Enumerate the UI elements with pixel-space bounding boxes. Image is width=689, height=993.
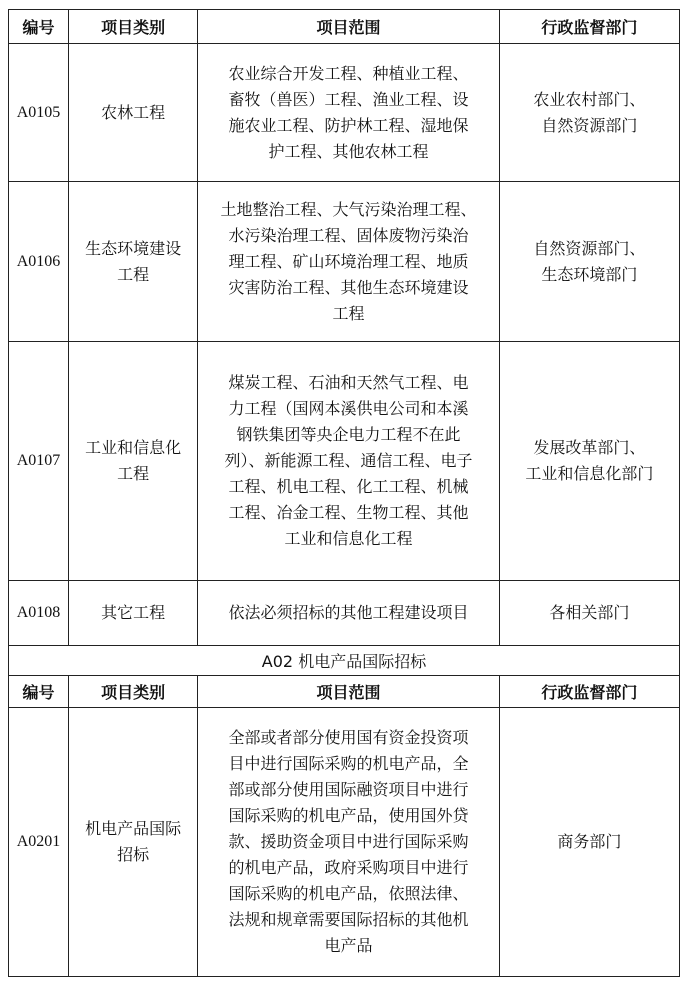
header-scope: 项目范围 [198, 10, 499, 44]
scope-line: 钢铁集团等央企电力工程不在此 [236, 425, 461, 444]
row-code: A0108 [9, 581, 69, 646]
header-category: 项目类别 [69, 10, 198, 44]
scope-line: 目中进行国际采购的机电产品，全 [228, 754, 469, 773]
scope-line: 灾害防治工程、其他生态环境建设 [228, 277, 469, 297]
document-page [8, 9, 680, 977]
table-row [9, 581, 680, 646]
header-department: 行政监督部门 [499, 676, 679, 708]
row-category [69, 708, 198, 977]
category-line: 农林工程 [101, 102, 166, 122]
scope-line: 施农业工程、防护林工程、湿地保 [228, 115, 469, 135]
header-scope: 项目范围 [198, 676, 499, 708]
department-line: 商务部门 [557, 832, 622, 851]
department-line: 工业和信息化部门 [525, 464, 654, 483]
section-row [9, 646, 680, 676]
table-row [9, 342, 680, 581]
row-scope [198, 581, 499, 646]
table-row [9, 182, 680, 342]
scope-line: 力工程（国网本溪供电公司和本溪 [228, 399, 469, 418]
scope-line: 国际采购的机电产品，使用国外贷 [228, 806, 469, 825]
scope-line: 煤炭工程、石油和天然气工程、电 [228, 373, 469, 392]
category-line: 其它工程 [101, 603, 166, 622]
section-title: A02 机电产品国际招标 [9, 646, 680, 676]
header-category: 项目类别 [69, 676, 198, 708]
category-line: 工程 [117, 264, 150, 284]
header-code: 编号 [9, 676, 69, 708]
scope-line: 工程、机电工程、化工工程、机械 [228, 477, 469, 496]
scope-line: 土地整治工程、大气污染治理工程、 [220, 199, 477, 219]
scope-line: 部或部分使用国际融资项目中进行 [228, 780, 469, 799]
department-line: 生态环境部门 [541, 264, 638, 284]
row-department [499, 342, 679, 581]
scope-line: 电产品 [324, 936, 373, 955]
department-line: 农业农村部门、 [533, 89, 646, 109]
department-line: 自然资源部门、 [533, 238, 646, 258]
row-category [69, 581, 198, 646]
row-scope [198, 708, 499, 977]
department-line: 各相关部门 [549, 603, 630, 622]
scope-line: 护工程、其他农林工程 [268, 141, 429, 161]
row-code: A0105 [9, 44, 69, 182]
scope-line: 工业和信息化工程 [284, 529, 413, 548]
scope-line: 工程、冶金工程、生物工程、其他 [228, 503, 469, 522]
row-department [499, 182, 679, 342]
category-line: 工业和信息化 [85, 438, 182, 457]
scope-line: 依法必须招标的其他工程建设项目 [228, 603, 469, 622]
project-table [8, 9, 680, 977]
scope-line: 全部或者部分使用国有资金投资项 [228, 728, 469, 747]
row-code: A0201 [9, 708, 69, 977]
row-scope [198, 342, 499, 581]
header-code: 编号 [9, 10, 69, 44]
table-row [9, 44, 680, 182]
scope-line: 的机电产品，政府采购项目中进行 [228, 858, 469, 877]
category-line: 招标 [117, 845, 150, 864]
row-code: A0106 [9, 182, 69, 342]
scope-line: 工程 [332, 303, 365, 323]
department-line: 发展改革部门、 [533, 438, 646, 457]
department-line: 自然资源部门 [541, 115, 638, 135]
row-department [499, 44, 679, 182]
category-line: 生态环境建设 [85, 238, 182, 258]
scope-line: 理工程、矿山环境治理工程、地质 [228, 251, 469, 271]
scope-line: 法规和规章需要国际招标的其他机 [228, 910, 469, 929]
table-row [9, 708, 680, 977]
header-department: 行政监督部门 [499, 10, 679, 44]
row-category [69, 342, 198, 581]
table-header-row [9, 676, 680, 708]
scope-line: 列）、新能源工程、通信工程、电子 [224, 451, 473, 470]
row-department [499, 708, 679, 977]
table-header-row [9, 10, 680, 44]
scope-line: 水污染治理工程、固体废物污染治 [228, 225, 469, 245]
scope-line: 国际采购的机电产品，依照法律、 [228, 884, 469, 903]
category-line: 机电产品国际 [85, 819, 182, 838]
scope-line: 畜牧（兽医）工程、渔业工程、设 [228, 89, 469, 109]
row-category [69, 182, 198, 342]
row-code: A0107 [9, 342, 69, 581]
category-line: 工程 [117, 464, 150, 483]
row-scope [198, 182, 499, 342]
scope-line: 农业综合开发工程、种植业工程、 [228, 63, 469, 83]
scope-line: 款、援助资金项目中进行国际采购 [228, 832, 469, 851]
row-category [69, 44, 198, 182]
row-department [499, 581, 679, 646]
row-scope [198, 44, 499, 182]
